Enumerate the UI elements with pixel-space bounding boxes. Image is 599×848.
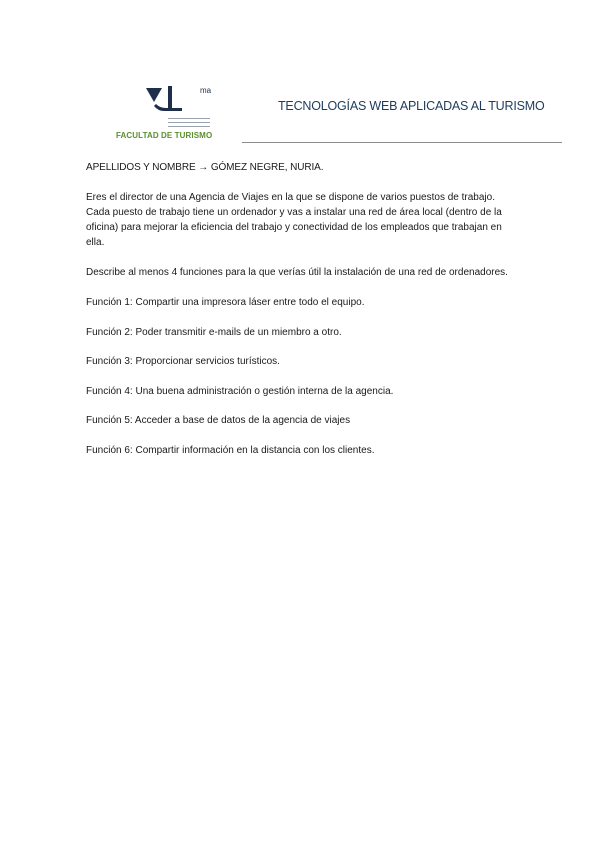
university-logo xyxy=(114,84,224,142)
logo-university-text xyxy=(168,118,210,130)
header-divider xyxy=(242,142,562,143)
document-header xyxy=(86,84,562,144)
document-body xyxy=(86,160,516,472)
function-item: Función 4: Una buena administración o gestión interna de la agencia. xyxy=(86,385,394,397)
student-name: GÓMEZ NEGRE, NURIA. xyxy=(210,162,324,173)
arrow-icon: → xyxy=(198,162,209,173)
logo-superscript: ma xyxy=(200,86,212,95)
course-title: TECNOLOGÍAS WEB APLICADAS AL TURISMO xyxy=(278,99,545,113)
function-item: Función 1: Compartir una impresora láser entre todo el equipo. xyxy=(86,297,365,308)
function-item: Función 5: Acceder a base de datos de la agencia de viajes xyxy=(86,415,351,426)
function-item: Función 2: Poder transmitir e-mails de un miembro a otro. xyxy=(86,326,342,338)
student-name-line xyxy=(86,160,516,175)
function-item: Función 6: Compartir información en la distancia con los clientes. xyxy=(86,444,375,456)
question-paragraph: Describe al menos 4 funciones para la que verías útil la instalación de una red de ordenadores. xyxy=(86,267,508,278)
uma-logo-icon xyxy=(144,84,200,116)
function-item: Función 3: Proporcionar servicios turísticos. xyxy=(86,356,280,367)
faculty-name: FACULTAD DE TURISMO xyxy=(116,131,213,140)
name-label: APELLIDOS Y NOMBRE xyxy=(86,162,196,173)
intro-paragraph: Eres el director de una Agencia de Viajes en la que se dispone de varios puestos de trabajo. Cada puesto de trabajo tiene un ordenador y vas a instalar una red de área local (dentro de la oficina) para mejorar la eficiencia del trabajo y conectividad de los empleados que trabajan en ella. xyxy=(86,192,502,248)
